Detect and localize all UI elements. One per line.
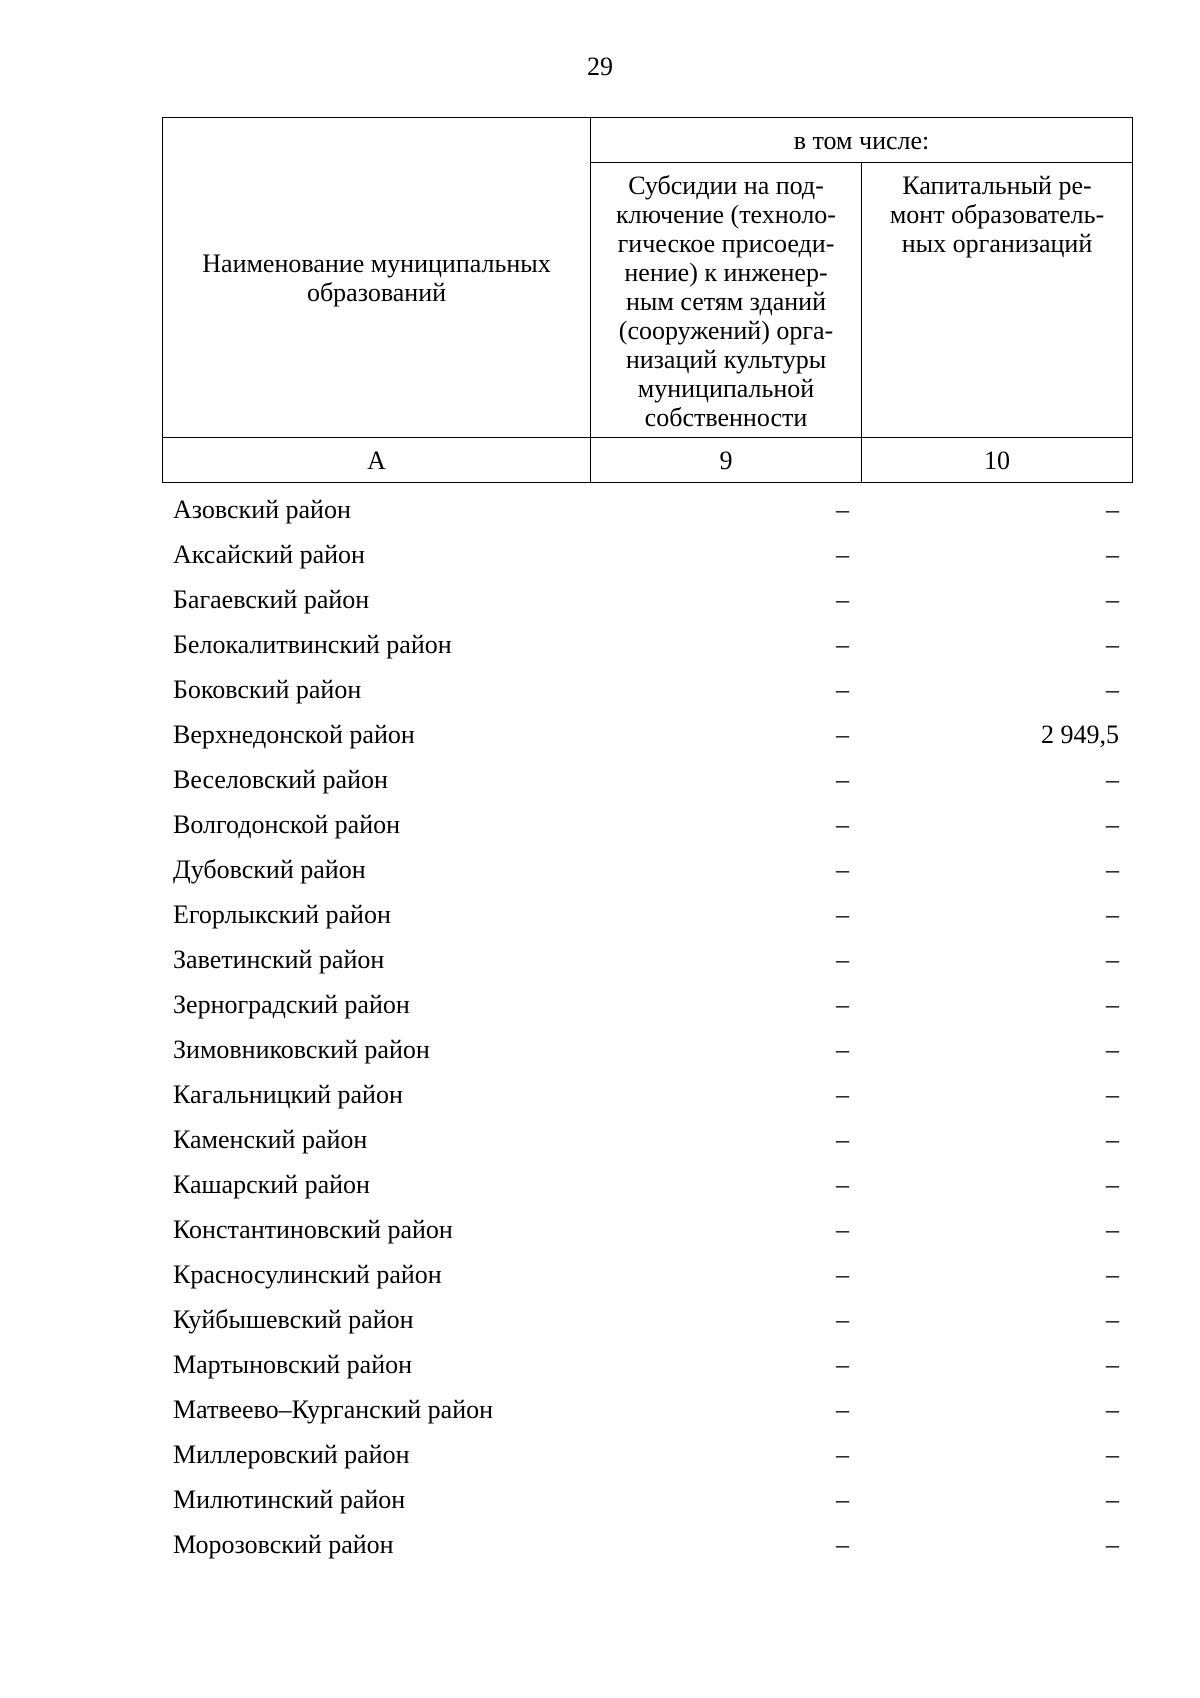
table-row [162,1162,1132,1207]
table-row [162,892,1132,937]
row-col9: – [836,1305,849,1334]
row-name: Веселовский район [173,765,388,794]
row-col9: – [836,945,849,974]
row-col9: – [836,1485,849,1514]
table-row [162,622,1132,667]
row-col9: – [836,1395,849,1424]
row-col9: – [836,1125,849,1154]
index-10: 10 [862,438,1133,483]
table-row [162,1297,1132,1342]
row-name: Кагальницкий район [173,1080,403,1109]
row-col10: – [1106,495,1119,524]
table-row [162,1072,1132,1117]
table-row [162,1522,1132,1567]
row-name: Заветинский район [173,945,385,974]
row-col9: – [836,765,849,794]
row-col9: – [836,675,849,704]
row-col10: – [1106,1350,1119,1379]
row-col9: – [836,1080,849,1109]
table-row [162,1117,1132,1162]
row-name: Морозовский район [173,1530,394,1559]
row-col10: – [1106,765,1119,794]
row-col9: – [836,540,849,569]
row-col9: – [836,1215,849,1244]
row-col10: – [1106,945,1119,974]
row-col10: – [1106,810,1119,839]
row-col10: – [1106,1440,1119,1469]
table-row [162,1207,1132,1252]
row-name: Дубовский район [173,855,366,884]
row-col10: – [1106,1260,1119,1289]
row-col10: – [1106,675,1119,704]
row-col10: – [1106,1125,1119,1154]
row-col10: – [1106,1035,1119,1064]
row-col9: – [836,810,849,839]
row-col10: – [1106,1530,1119,1559]
row-col9: – [836,1530,849,1559]
table-row [162,532,1132,577]
row-col9: – [836,1260,849,1289]
row-col9: – [836,585,849,614]
row-col9: – [836,630,849,659]
table-row [162,937,1132,982]
row-name: Багаевский район [173,585,370,614]
table-row [162,1477,1132,1522]
table-row [162,712,1132,757]
row-col10: 2 949,5 [1041,720,1119,749]
row-col9: – [836,495,849,524]
row-col10: – [1106,630,1119,659]
row-name: Кашарский район [173,1170,370,1199]
row-name: Боковский район [173,675,362,704]
row-col9: – [836,1440,849,1469]
row-col10: – [1106,1215,1119,1244]
row-name: Мартыновский район [173,1350,413,1379]
header-col10 [862,163,1133,438]
row-col9: – [836,855,849,884]
header-col10-text: Капитальный ре- монт образователь- ных организаций [889,171,1105,258]
row-col10: – [1106,1395,1119,1424]
table-row [162,1342,1132,1387]
table-row [162,1387,1132,1432]
row-col10: – [1106,585,1119,614]
row-name: Белокалитвинский район [173,630,452,659]
row-name: Красносулинский район [173,1260,442,1289]
row-col9: – [836,720,849,749]
row-col10: – [1106,1080,1119,1109]
row-col10: – [1106,855,1119,884]
row-col10: – [1106,1305,1119,1334]
row-name: Каменский район [173,1125,368,1154]
table-row [162,1027,1132,1072]
row-name: Зерноградский район [173,990,410,1019]
row-name: Константиновский район [173,1215,453,1244]
index-9: 9 [591,438,862,483]
row-col9: – [836,1035,849,1064]
table-row [162,847,1132,892]
row-col10: – [1106,1170,1119,1199]
row-name: Верхнедонской район [173,720,415,749]
table-body [162,487,1132,1567]
table-row [162,487,1132,532]
row-col9: – [836,1170,849,1199]
table-row [162,577,1132,622]
header-col9 [591,163,862,438]
row-col10: – [1106,990,1119,1019]
row-col9: – [836,1350,849,1379]
table-row [162,1432,1132,1477]
header-including: в том числе: [591,118,1133,163]
index-a: А [163,438,591,483]
row-col9: – [836,900,849,929]
table-header [162,117,1133,483]
row-name: Куйбышевский район [173,1305,414,1334]
row-name: Волгодонской район [173,810,401,839]
table-row [162,757,1132,802]
row-col10: – [1106,540,1119,569]
table-row [162,802,1132,847]
row-name: Милютинский район [173,1485,406,1514]
row-name: Матвеево–Курганский район [173,1395,494,1424]
table-row [162,667,1132,712]
row-col9: – [836,990,849,1019]
page-number: 29 [587,52,613,81]
row-name: Миллеровский район [173,1440,410,1469]
row-col10: – [1106,1485,1119,1514]
row-name: Аксайский район [173,540,365,569]
row-name: Зимовниковский район [173,1035,430,1064]
header-col9-text: Субсидии на под- ключение (техноло- гическое присоеди- нение) к инженер- ным сетям зданий (сооружений) орга- низаций культуры муниципальной собственности [616,171,836,432]
header-name-column: Наименование муниципальных образований [163,118,591,438]
row-col10: – [1106,900,1119,929]
table-row [162,982,1132,1027]
row-name: Азовский район [173,495,351,524]
row-name: Егорлыкский район [173,900,391,929]
table-row [162,1252,1132,1297]
